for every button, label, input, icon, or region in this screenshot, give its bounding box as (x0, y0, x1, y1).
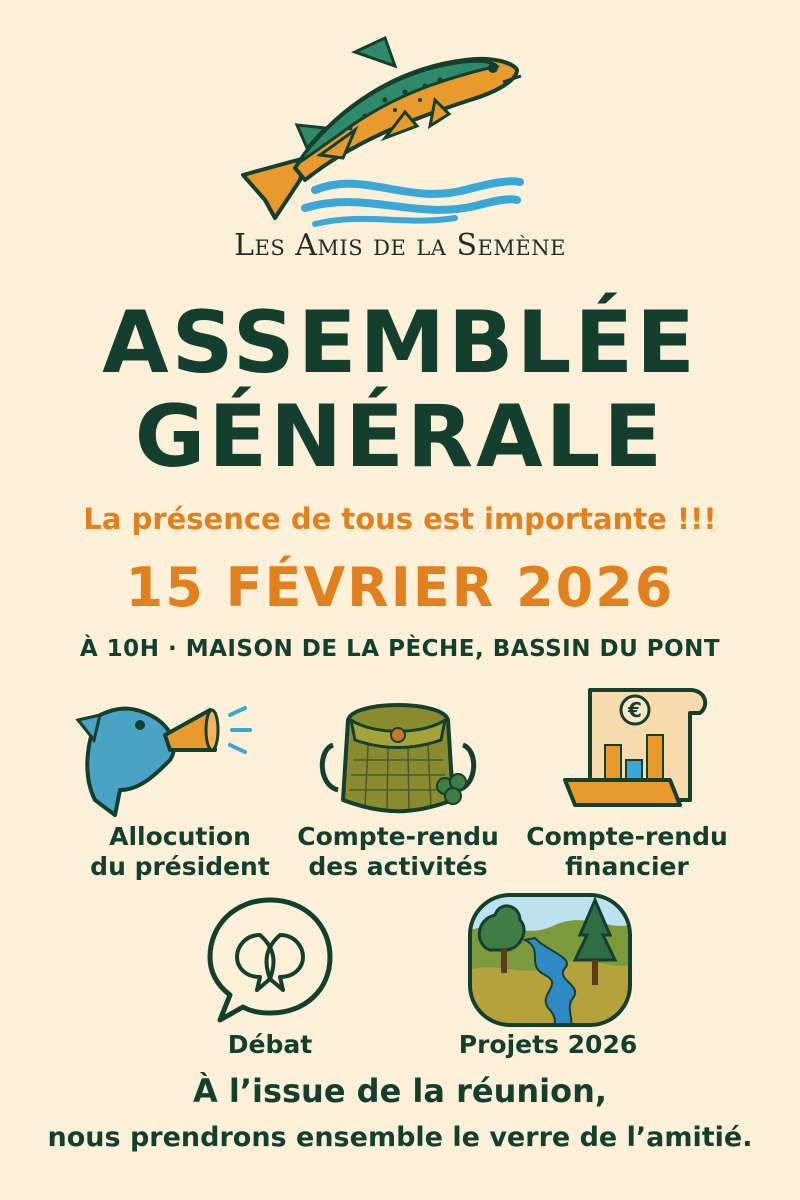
river-landscape-icon (465, 890, 635, 1030)
agenda-item-label: Compte-rendu (297, 822, 499, 851)
agenda-item-sublabel: financier (565, 852, 689, 881)
tagline: La présence de tous est importante !!! (83, 502, 717, 536)
agenda-item-label: Débat (227, 1030, 313, 1059)
agenda-item-projects (428, 1030, 668, 1060)
fishing-creel-icon (313, 690, 483, 820)
agenda-item-sublabel: du président (90, 852, 270, 881)
page-title-line2: GÉNÉRALE (134, 387, 666, 487)
agenda-item-label: Projets 2026 (458, 1030, 638, 1059)
closing-line2: nous prendrons ensemble le verre de l’amitié. (47, 1122, 753, 1153)
event-date: 15 FÉVRIER 2026 (125, 556, 675, 619)
organization-name: Les Amis de la Semène (234, 228, 566, 263)
agenda-item-financial (507, 822, 747, 882)
svg-text:€: € (628, 698, 642, 722)
speech-bubbles-icon (205, 895, 335, 1025)
agenda-item-label: Compte-rendu (526, 822, 728, 851)
closing-line1: À l’issue de la réunion, (192, 1072, 608, 1110)
trout-logo-icon (235, 30, 535, 230)
event-time-location: À 10H · MAISON DE LA PÈCHE, BASSIN DU PONT (79, 636, 721, 662)
agenda-item-sublabel: des activités (308, 852, 488, 881)
agenda-item-label: Allocution (109, 822, 251, 851)
agenda-item-president (60, 822, 300, 882)
agenda-item-debate (150, 1030, 390, 1060)
financial-report-icon (560, 685, 720, 815)
fish-megaphone-icon (70, 690, 270, 820)
agenda-item-activities (278, 822, 518, 882)
page-title-line1: ASSEMBLÉE (102, 293, 698, 393)
